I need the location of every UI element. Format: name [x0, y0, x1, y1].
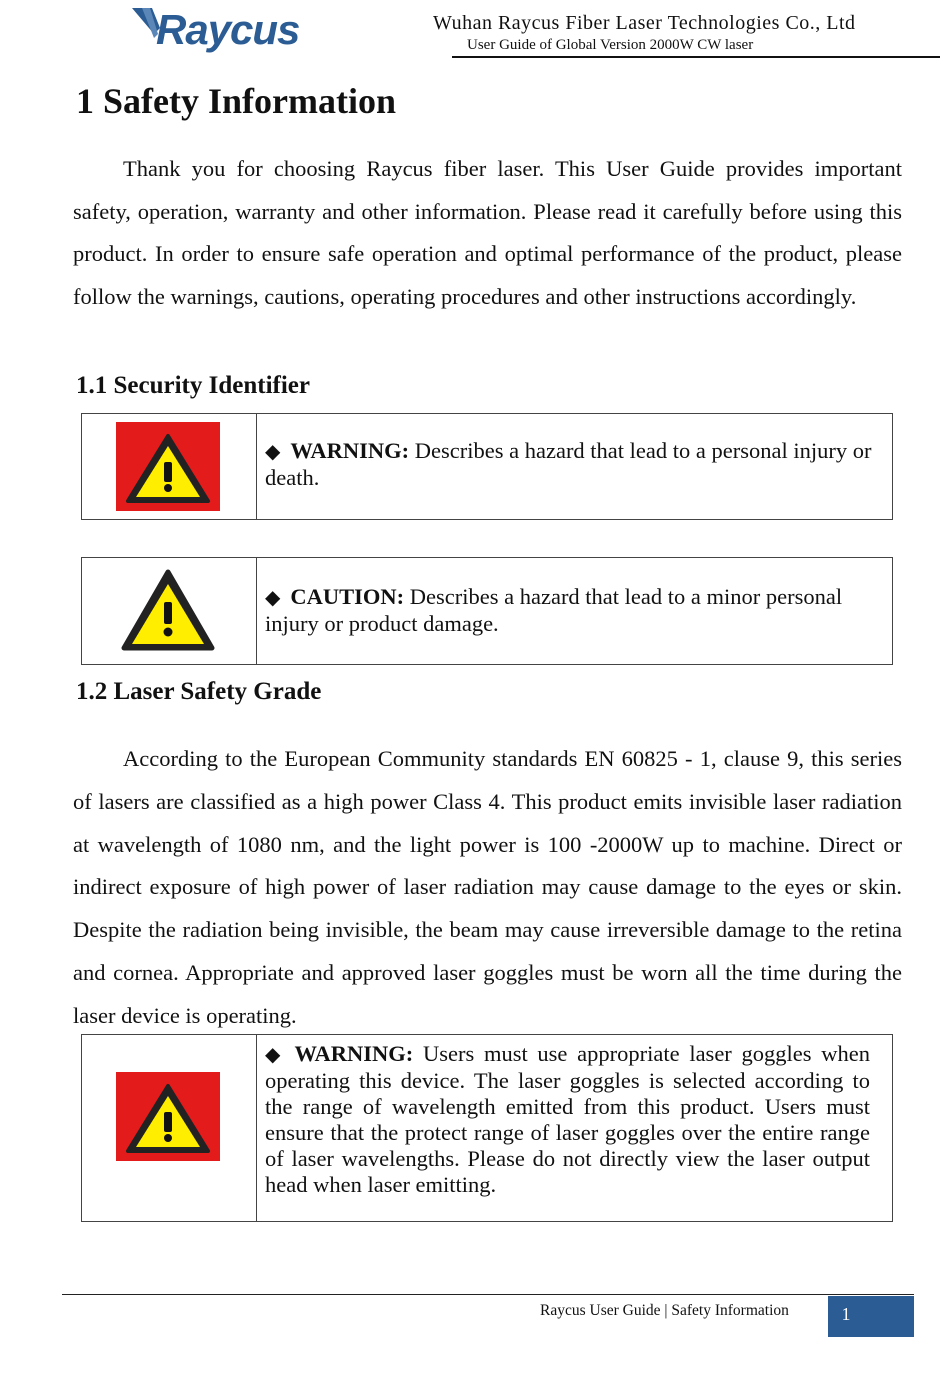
goggles-warning-text — [265, 1041, 870, 1198]
box-divider — [256, 1035, 257, 1221]
warning-description: Describes a hazard that lead to a personal injury or death. — [265, 438, 872, 490]
footer-text: Raycus User Guide | Safety Information — [540, 1302, 789, 1319]
box-divider — [256, 414, 257, 519]
warning-triangle-icon — [120, 568, 216, 654]
footer-divider — [62, 1294, 914, 1295]
caution-description: Describes a hazard that lead to a minor personal injury or product damage. — [265, 584, 843, 636]
warning-triangle-on-red-icon — [116, 422, 220, 511]
company-name: Wuhan Raycus Fiber Laser Technologies Co., Ltd — [433, 12, 856, 34]
warning-box — [81, 413, 893, 520]
warning-label: WARNING: — [294, 1041, 414, 1066]
caution-box — [81, 557, 893, 665]
caution-text — [265, 584, 876, 636]
logo-text: Raycus — [156, 6, 300, 53]
box-divider — [256, 558, 257, 664]
laser-safety-text: According to the European Community standards EN 60825 - 1, clause 9, this series of lasers are classified as a high power Class 4. This product emits invisible laser radiation at wavelength of 1080 nm, and the light power is 100 -2000W up to machine. Direct or indirect exposure of high power of laser radiation may cause damage to the eyes or skin. Despite the radiation being invisible, the beam may cause irreversible damage to the retina and cornea. Appropriate and approved laser goggles must be worn all the time during the laser device is operating. — [73, 746, 902, 1028]
section-heading-laser-safety-grade: 1.2 Laser Safety Grade — [76, 678, 322, 705]
intro-paragraph — [73, 148, 902, 318]
goggles-warning-box — [81, 1034, 893, 1222]
laser-safety-paragraph — [73, 738, 902, 1038]
diamond-bullet-icon: ◆ — [265, 1044, 285, 1066]
warning-label: WARNING: — [290, 438, 410, 463]
diamond-bullet-icon: ◆ — [265, 441, 281, 463]
page-number: 1 — [841, 1304, 851, 1324]
goggles-warning-description: Users must use appropriate laser goggles when operating this device. The laser goggles is selected according to the range of wavelength emitted from this product. Users must ensure that the protect range of laser goggles over the entire range of laser wavelengths. Please do not directly view the laser output head when laser emitting. — [265, 1041, 870, 1197]
guide-version: User Guide of Global Version 2000W CW laser — [467, 37, 754, 53]
intro-text: Thank you for choosing Raycus fiber laser. This User Guide provides important safety, operation, warranty and other information. Please read it carefully before using this product. In order to ensure safe operation and optimal performance of the product, please follow the warnings, cautions, operating procedures and other instructions accordingly. — [73, 156, 902, 309]
diamond-bullet-icon: ◆ — [265, 587, 281, 609]
caution-label: CAUTION: — [290, 584, 405, 609]
section-heading-security-identifier: 1.1 Security Identifier — [76, 372, 310, 399]
header-divider — [452, 56, 940, 58]
raycus-logo — [130, 4, 330, 54]
warning-triangle-on-red-icon — [116, 1072, 220, 1161]
page-number-badge — [828, 1296, 914, 1337]
warning-text — [265, 438, 876, 490]
page-title: 1 Safety Information — [76, 81, 396, 121]
